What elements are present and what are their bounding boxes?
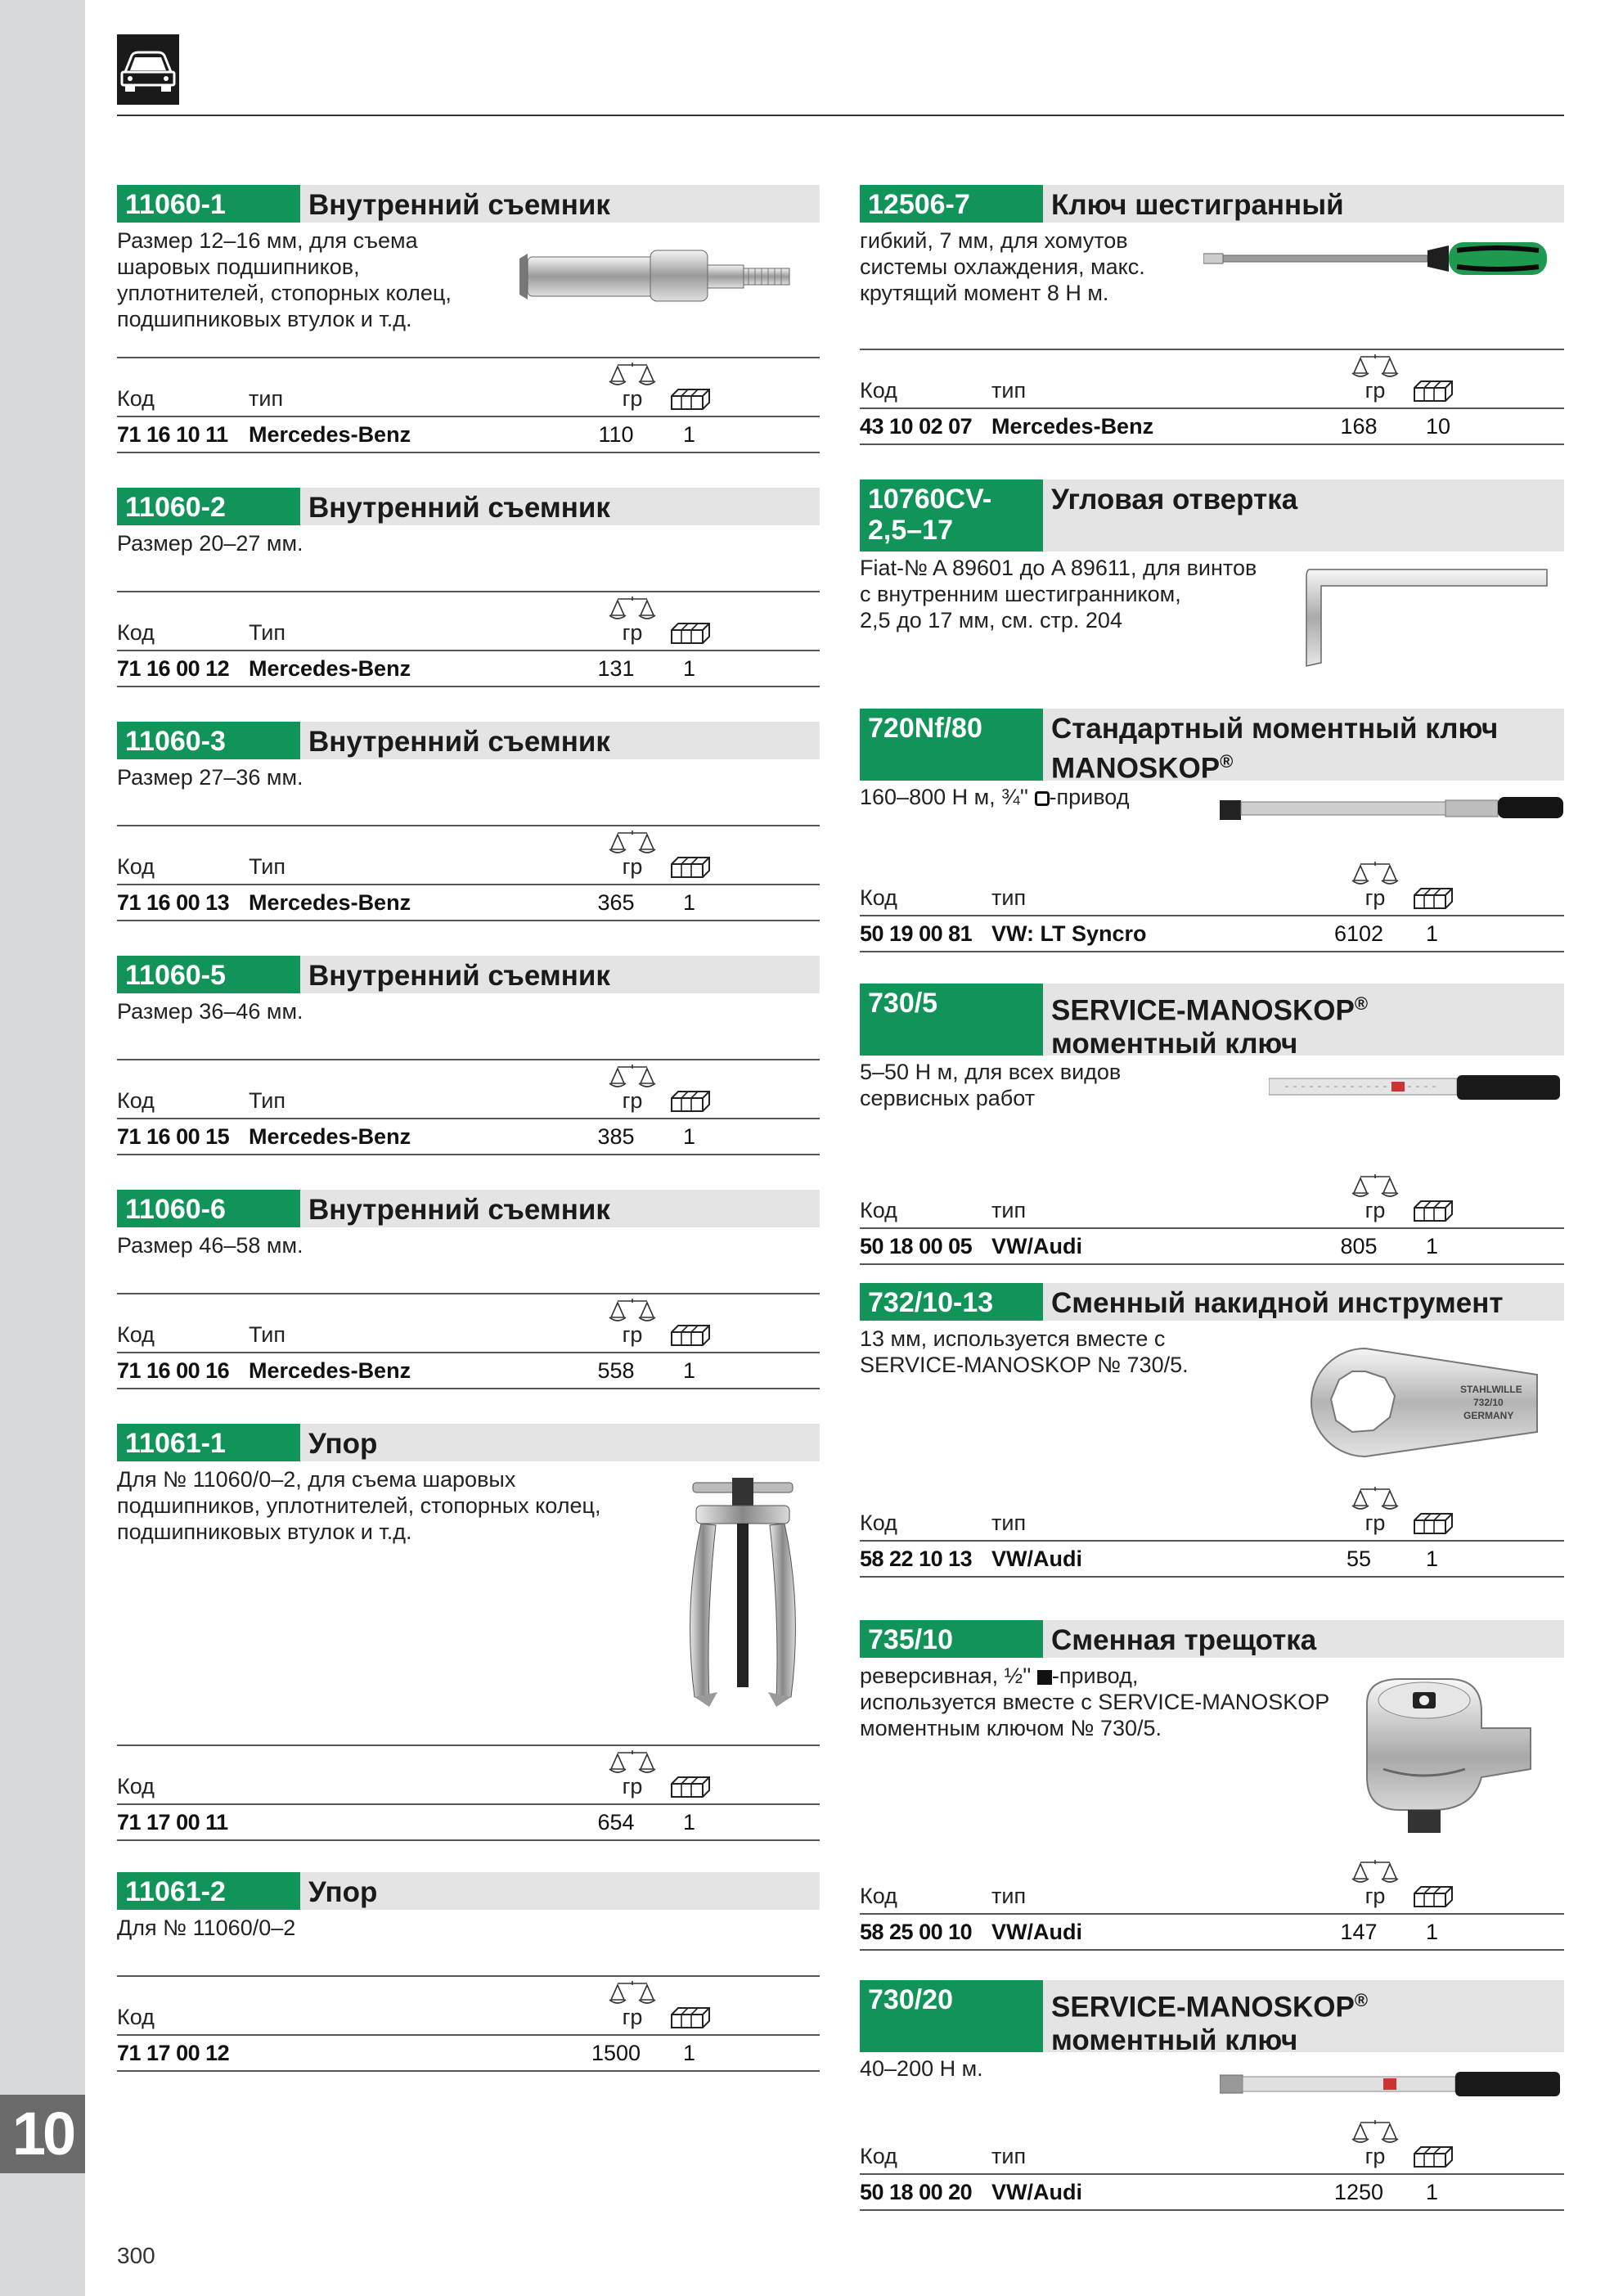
scale-icon [601, 1298, 663, 1322]
table-rule [860, 951, 1564, 952]
svg-text:GERMANY: GERMANY [1463, 1410, 1514, 1421]
package-icon [670, 2006, 711, 2029]
col-code-label: Код [860, 1884, 897, 1908]
weight-value: 385 [597, 1124, 635, 1149]
pack-quantity: 1 [1426, 2180, 1439, 2204]
col-weight-label: гр [622, 620, 643, 645]
col-code-label: Код [117, 1774, 155, 1799]
product-code[interactable]: 11060-5 [117, 956, 300, 993]
package-icon [1413, 1885, 1454, 1908]
table-rule [860, 1949, 1564, 1951]
order-code[interactable]: 71 17 00 11 [117, 1810, 228, 1835]
product-title: Внутренний съемник [308, 726, 610, 758]
pack-quantity: 1 [683, 1810, 696, 1835]
vehicle-type: VW/Audi [991, 1234, 1082, 1258]
vehicle-type: VW: LT Syncro [991, 921, 1147, 946]
col-code-label: Код [860, 378, 897, 403]
pack-quantity: 1 [683, 890, 696, 915]
scale-icon [1344, 2119, 1406, 2144]
table-rule [860, 349, 1564, 350]
order-code[interactable]: 71 17 00 12 [117, 2041, 230, 2065]
col-weight-label: гр [622, 854, 643, 879]
product-title: Угловая отвертка [1051, 484, 1298, 515]
product-header [860, 479, 1564, 551]
spec-table [117, 1975, 820, 2082]
order-code[interactable]: 71 16 00 15 [117, 1124, 230, 1149]
col-code-label: Код [117, 2005, 155, 2029]
svg-text:STAHLWILLE: STAHLWILLE [1460, 1384, 1522, 1395]
table-rule [860, 2209, 1564, 2211]
table-rule [117, 591, 820, 592]
pack-quantity: 1 [1426, 921, 1439, 946]
scale-icon [1344, 861, 1406, 885]
pack-quantity: 1 [1426, 1546, 1439, 1571]
product-description: Fiat-№ A 89601 до A 89611, для винтов с внутренним шестигранником, 2,5 до 17 мм, см. стр. 204 [860, 556, 1257, 633]
product-header [117, 956, 820, 993]
table-rule [860, 443, 1564, 445]
product-header [860, 1620, 1564, 1658]
table-rule [860, 1227, 1564, 1229]
col-code-label: Код [860, 885, 897, 910]
product-header [117, 185, 820, 223]
product-code[interactable]: 720Nf/80 [860, 709, 1043, 781]
puller-image [511, 234, 806, 316]
spec-table [117, 825, 820, 931]
product-11060-2 [117, 488, 820, 717]
product-11061-1 [117, 1424, 820, 1833]
table-rule [860, 915, 1564, 916]
order-code[interactable]: 71 16 00 16 [117, 1358, 230, 1383]
product-description: 13 мм, используется вместе с SERVICE-MANOSKOP № 730/5. [860, 1326, 1189, 1377]
product-header [860, 1283, 1564, 1321]
product-title: Стандартный моментный ключ MANOSKOP® [1051, 713, 1499, 785]
table-rule [117, 452, 820, 453]
spec-table [117, 1293, 820, 1399]
table-rule [117, 2034, 820, 2036]
pack-quantity: 1 [683, 656, 696, 681]
vehicle-type: Mercedes-Benz [249, 1358, 411, 1383]
col-type-label: тип [991, 378, 1027, 403]
weight-value: 6102 [1333, 921, 1384, 946]
product-code[interactable]: 12506-7 [860, 185, 1043, 223]
product-730-5 [860, 984, 1564, 1286]
col-code-label: Код [117, 386, 155, 411]
order-code[interactable]: 71 16 00 12 [117, 656, 230, 681]
package-icon [1413, 887, 1454, 910]
table-rule [860, 1540, 1564, 1542]
product-code[interactable]: 11060-3 [117, 722, 300, 759]
product-title: Внутренний съемник [308, 960, 610, 992]
product-title: Внутренний съемник [308, 1194, 610, 1226]
spec-table [860, 1481, 1564, 1587]
spec-table [860, 349, 1564, 455]
product-description: 5–50 Н м, для всех видов сервисных работ [860, 1060, 1122, 1110]
product-header [860, 984, 1564, 1060]
product-description: реверсивная, ½'' -привод, используется вместе с SERVICE-MANOSKOP моментным ключом № 730/5. [860, 1663, 1330, 1740]
weight-value: 147 [1340, 1920, 1378, 1944]
col-code-label: Код [117, 1322, 155, 1347]
product-title: Сменный накидной инструмент [1051, 1287, 1504, 1319]
col-type-label: тип [991, 885, 1027, 910]
ratchet-insert-image [1351, 1671, 1539, 1835]
spec-table [860, 1854, 1564, 1961]
table-rule [117, 650, 820, 651]
vehicle-type: Mercedes-Benz [249, 656, 411, 681]
product-header [117, 1190, 820, 1227]
product-11060-3 [117, 722, 820, 951]
package-icon [670, 622, 711, 645]
product-header [117, 1424, 820, 1461]
order-code[interactable]: 50 18 00 05 [860, 1234, 973, 1258]
product-720nf-80 [860, 709, 1564, 979]
table-rule [117, 2070, 820, 2072]
order-code[interactable]: 58 22 10 13 [860, 1546, 973, 1571]
package-icon [1413, 1512, 1454, 1535]
product-code[interactable]: 10760CV- 2,5–17 [860, 479, 1043, 551]
product-title: Упор [308, 1876, 378, 1908]
product-title: Ключ шестигранный [1051, 189, 1344, 221]
product-code[interactable]: 11060-6 [117, 1190, 300, 1227]
product-11061-2 [117, 1872, 820, 2101]
service-torque-wrench-image [1269, 1070, 1560, 1103]
col-weight-label: гр [1364, 1510, 1386, 1535]
table-rule [117, 1293, 820, 1294]
product-title: SERVICE-MANOSKOP® моментный ключ [1051, 993, 1369, 1060]
product-10760cv [860, 479, 1564, 692]
pack-quantity: 1 [683, 2041, 696, 2065]
vehicle-type: Mercedes-Benz [249, 890, 411, 915]
col-code-label: Код [117, 854, 155, 879]
square-drive-icon [1037, 1670, 1052, 1685]
vehicle-type: VW/Audi [991, 1920, 1082, 1944]
scale-icon [601, 1064, 663, 1088]
package-icon [1413, 2145, 1454, 2168]
product-title: SERVICE-MANOSKOP® моментный ключ [1051, 1990, 1369, 2056]
pack-quantity: 10 [1426, 414, 1451, 439]
product-code[interactable]: 11060-1 [117, 185, 300, 223]
col-weight-label: гр [622, 2005, 643, 2029]
col-type-label: Тип [249, 1322, 286, 1347]
product-code[interactable]: 11060-2 [117, 488, 300, 525]
product-description: 40–200 Н м. [860, 2056, 983, 2081]
col-code-label: Код [117, 620, 155, 645]
product-header [860, 1980, 1564, 2056]
pack-quantity: 1 [1426, 1234, 1439, 1258]
weight-value: 55 [1346, 1546, 1372, 1571]
product-title: Упор [308, 1428, 378, 1460]
hex-key-image [1285, 565, 1555, 671]
scale-icon [1344, 353, 1406, 378]
order-code[interactable]: 43 10 02 07 [860, 414, 973, 439]
order-code[interactable]: 58 25 00 10 [860, 1920, 973, 1944]
product-header [117, 722, 820, 759]
product-code[interactable]: 11061-2 [117, 1872, 300, 1910]
order-code[interactable]: 50 18 00 20 [860, 2180, 973, 2204]
table-rule [117, 1154, 820, 1155]
product-730-20 [860, 1980, 1564, 2234]
spec-table [117, 357, 820, 463]
sidebar-strip [0, 0, 85, 2296]
package-icon [670, 388, 711, 411]
table-rule [860, 1263, 1564, 1265]
spec-table [117, 1745, 820, 1851]
col-weight-label: гр [622, 1322, 643, 1347]
product-description: гибкий, 7 мм, для хомутов системы охлаждения, макс. крутящий момент 8 Н м. [860, 228, 1145, 305]
scale-icon [601, 596, 663, 620]
product-code[interactable]: 11061-1 [117, 1424, 300, 1461]
pack-quantity: 1 [683, 422, 696, 447]
ring-insert-tool-image [1300, 1342, 1545, 1465]
col-weight-label: гр [1364, 1198, 1386, 1222]
spec-table [117, 1059, 820, 1165]
col-weight-label: гр [1364, 885, 1386, 910]
spec-table [860, 2114, 1564, 2221]
weight-value: 131 [597, 656, 635, 681]
table-rule [860, 1576, 1564, 1578]
product-description: Для № 11060/0–2, для съема шаровых подшипников, уплотнителей, стопорных колец, подшипниковых втулок и т.д. [117, 1467, 601, 1544]
product-title: Внутренний съемник [308, 189, 610, 221]
table-rule [117, 1975, 820, 1977]
product-11060-5 [117, 956, 820, 1185]
vehicle-type: Mercedes-Benz [991, 414, 1154, 439]
product-732-10-13 [860, 1283, 1564, 1594]
top-rule [117, 115, 1564, 116]
col-type-label: тип [991, 1510, 1027, 1535]
spec-table [117, 591, 820, 697]
scale-icon [1344, 1173, 1406, 1198]
weight-value: 1250 [1333, 2180, 1384, 2204]
chapter-tab[interactable]: 10 [0, 2095, 85, 2173]
scale-icon [1344, 1486, 1406, 1510]
table-rule [117, 920, 820, 921]
col-weight-label: гр [1364, 378, 1386, 403]
table-rule [117, 1803, 820, 1805]
product-code[interactable]: 732/10-13 [860, 1283, 1043, 1321]
weight-value: 558 [597, 1358, 635, 1383]
col-type-label: тип [249, 386, 284, 411]
product-description: Размер 46–58 мм. [117, 1233, 303, 1258]
col-weight-label: гр [622, 386, 643, 411]
col-weight-label: гр [1364, 1884, 1386, 1908]
package-icon [1413, 380, 1454, 403]
weight-value: 365 [597, 890, 635, 915]
col-code-label: Код [860, 2144, 897, 2168]
gear-puller-image [681, 1476, 804, 1713]
pack-quantity: 1 [683, 1358, 696, 1383]
col-code-label: Код [860, 1510, 897, 1535]
product-description: 160–800 Н м, ¾'' -привод [860, 785, 1130, 809]
product-12506-7 [860, 185, 1564, 479]
product-header [860, 709, 1564, 785]
weight-value: 110 [598, 422, 634, 447]
col-type-label: Тип [249, 1088, 286, 1113]
table-rule [860, 407, 1564, 409]
product-header [860, 185, 1564, 223]
package-icon [670, 1776, 711, 1799]
scale-icon [601, 362, 663, 386]
product-11060-6 [117, 1190, 820, 1419]
product-description: Размер 36–46 мм. [117, 999, 303, 1024]
weight-value: 1500 [591, 2041, 641, 2065]
product-header [117, 1872, 820, 1910]
scale-icon [601, 1980, 663, 2005]
col-type-label: Тип [249, 854, 286, 879]
col-type-label: тип [991, 1198, 1027, 1222]
service-torque-wrench-image [1220, 2067, 1560, 2100]
product-11060-1 [117, 185, 820, 488]
order-code[interactable]: 50 19 00 81 [860, 921, 973, 946]
table-rule [117, 357, 820, 358]
product-header [117, 488, 820, 525]
col-weight-label: гр [622, 1774, 643, 1799]
vehicle-type: Mercedes-Benz [249, 422, 411, 447]
square-drive-icon [1035, 791, 1050, 806]
car-icon [117, 34, 179, 105]
scale-icon [1344, 1859, 1406, 1884]
vehicle-type: Mercedes-Benz [249, 1124, 411, 1149]
col-type-label: тип [991, 2144, 1027, 2168]
table-rule [117, 1839, 820, 1841]
svg-text:732/10: 732/10 [1473, 1397, 1504, 1408]
col-weight-label: гр [622, 1088, 643, 1113]
flex-hex-key-image [1203, 234, 1560, 283]
pack-quantity: 1 [1426, 1920, 1439, 1944]
package-icon [1413, 1200, 1454, 1222]
product-description: Размер 27–36 мм. [117, 765, 303, 790]
col-weight-label: гр [1364, 2144, 1386, 2168]
product-title: Внутренний съемник [308, 492, 610, 524]
page-number: 300 [117, 2243, 155, 2268]
col-code-label: Код [860, 1198, 897, 1222]
table-rule [117, 686, 820, 687]
pack-quantity: 1 [683, 1124, 696, 1149]
table-rule [860, 2173, 1564, 2175]
table-rule [117, 1059, 820, 1060]
table-rule [117, 884, 820, 885]
weight-value: 805 [1340, 1234, 1378, 1258]
vehicle-type: VW/Audi [991, 1546, 1082, 1571]
product-description: Размер 12–16 мм, для съема шаровых подшипников, уплотнителей, стопорных колец, подшипниковых втулок и т.д. [117, 228, 452, 331]
weight-value: 654 [597, 1810, 635, 1835]
scale-icon [601, 1749, 663, 1774]
package-icon [670, 1090, 711, 1113]
col-type-label: тип [991, 1884, 1027, 1908]
order-code[interactable]: 71 16 10 11 [117, 422, 228, 447]
spec-table [860, 856, 1564, 962]
table-rule [117, 1745, 820, 1746]
vehicle-type: VW/Audi [991, 2180, 1082, 2204]
table-rule [117, 1118, 820, 1119]
product-code[interactable]: 730/20 [860, 1980, 1043, 2052]
product-735-10 [860, 1620, 1564, 1964]
torque-wrench-image [1220, 792, 1563, 825]
table-rule [117, 1352, 820, 1353]
table-rule [117, 825, 820, 826]
package-icon [670, 1324, 711, 1347]
table-rule [117, 416, 820, 417]
spec-table [860, 1168, 1564, 1275]
product-code[interactable]: 730/5 [860, 984, 1043, 1056]
table-rule [860, 1913, 1564, 1915]
col-code-label: Код [117, 1088, 155, 1113]
package-icon [670, 856, 711, 879]
table-rule [117, 1388, 820, 1389]
product-title: Сменная трещотка [1051, 1624, 1317, 1656]
product-description: Для № 11060/0–2 [117, 1916, 296, 1940]
weight-value: 168 [1340, 414, 1378, 439]
col-type-label: Тип [249, 620, 286, 645]
order-code[interactable]: 71 16 00 13 [117, 890, 230, 915]
scale-icon [601, 830, 663, 854]
product-code[interactable]: 735/10 [860, 1620, 1043, 1658]
product-description: Размер 20–27 мм. [117, 531, 303, 556]
